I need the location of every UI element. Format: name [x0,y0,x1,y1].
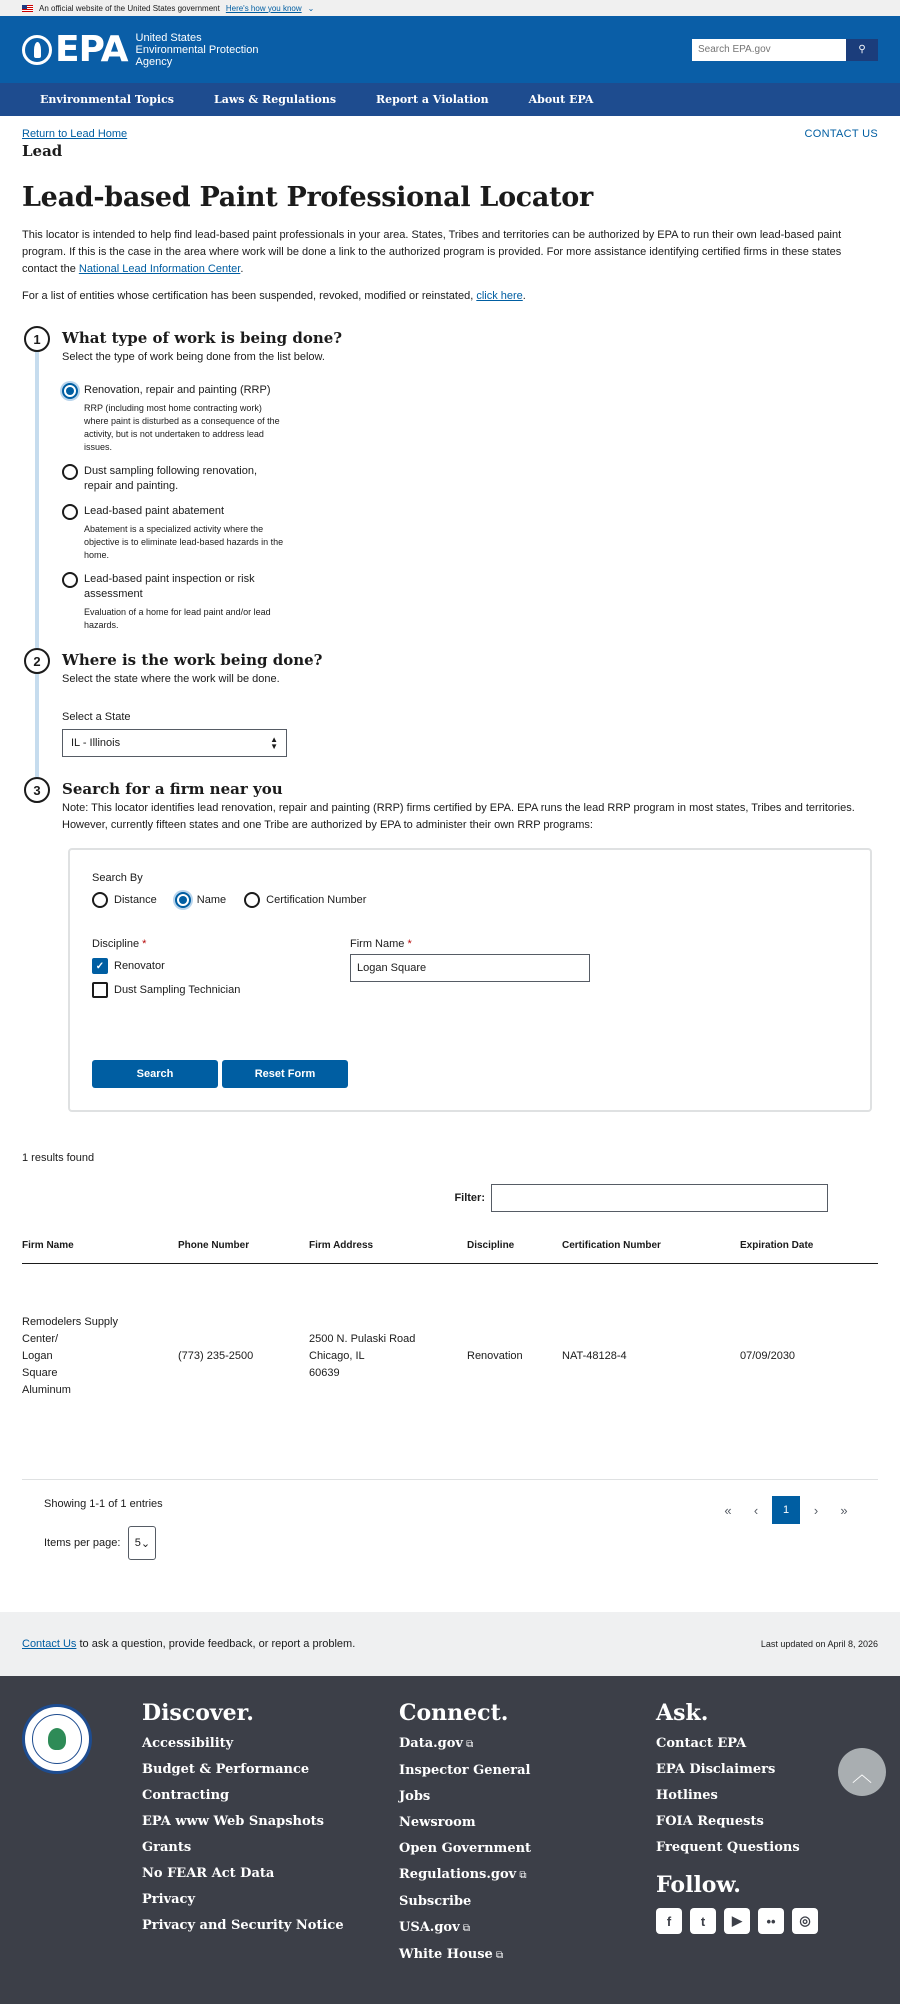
footer-link-newsroom[interactable]: Newsroom [399,1815,476,1830]
work-type-options [62,383,878,632]
next-page-icon[interactable]: › [813,1502,819,1518]
step-3-title: Search for a firm near you [62,780,283,798]
contact-bar [0,1612,900,1676]
site-footer [0,1676,900,2004]
epa-seal-icon [22,1704,92,1774]
footer-link-regulations[interactable]: Regulations.gov ⧉ [399,1867,531,1884]
footer-link-disclaimers[interactable]: EPA Disclaimers [656,1762,776,1777]
showing-text: Showing 1-1 of 1 entries [44,1498,163,1510]
footer-ask [656,1700,818,1934]
search-icon: ⚲ [858,44,866,55]
col-cert[interactable]: Certification Number [562,1232,740,1264]
select-arrows-icon: ▲ ▼ [270,735,278,751]
radio-abatement[interactable] [62,504,78,520]
step-3-note: Note: This locator identifies lead renovation, repair and painting (RRP) firms certified by EPA. EPA runs the lead RRP program in most states, Tribes and territories. However, currently fifteen states and one Tribe are authorized by EPA to administer their own RRP programs: [62,802,855,831]
option-inspection-desc: Evaluation of a home for lead paint and/or lead hazards. [84,607,271,630]
state-label: Select a State [62,711,131,723]
option-abatement-label: Lead-based paint abatement [84,505,225,517]
state-select-value: IL - Illinois [71,737,121,749]
footer-link-snapshots[interactable]: EPA www Web Snapshots [142,1814,324,1829]
cell-expiration: 07/09/2030 [740,1350,796,1362]
first-page-icon[interactable]: « [724,1502,732,1518]
step-2-title: Where is the work being done? [62,651,323,669]
last-page-icon[interactable]: » [840,1502,848,1518]
contact-us-link[interactable]: CONTACT US [804,128,878,140]
discipline-renovator[interactable]: ✓ Renovator [92,958,240,974]
instagram-icon[interactable]: ◎ [792,1908,818,1934]
footer-link-open-gov[interactable]: Open Government [399,1841,532,1856]
site-search [692,39,878,61]
pager [716,1496,856,1524]
social-links [656,1908,818,1934]
search-form-card [68,848,872,1112]
filter-label: Filter: [454,1192,485,1204]
search-by-label: Search By [92,872,143,884]
intro-text: This locator is intended to help find lead-based paint professionals in your area. States, Tribes and territories can be authorized by EPA to run their own lead-based paint program. If this is the case in the area where work will be done a link to the authorized program is provided. For more assistance identifying certified firms in these states contact the National Lead Information Center. [22,229,842,275]
radio-dust-sampling[interactable] [62,464,78,480]
footer-link-jobs[interactable]: Jobs [399,1789,431,1804]
search-by-options [92,892,848,908]
col-discipline[interactable]: Discipline [467,1232,562,1264]
footer-link-privacy-security[interactable]: Privacy and Security Notice [142,1918,344,1933]
option-dust-label: Dust sampling following renovation, repair and painting. [84,465,258,492]
footer-link-contracting[interactable]: Contracting [142,1788,230,1803]
option-inspection[interactable] [62,572,878,632]
contact-bar-text: Contact Us to ask a question, provide feedback, or report a problem. [22,1638,356,1650]
flickr-icon[interactable]: •• [758,1908,784,1934]
footer-link-subscribe[interactable]: Subscribe [399,1894,472,1909]
search-by-distance[interactable]: Distance [92,892,157,908]
contact-us-footer-link[interactable]: Contact Us [22,1638,77,1650]
prev-page-icon[interactable]: ‹ [753,1502,759,1518]
col-phone[interactable]: Phone Number [178,1232,309,1264]
us-flag-icon [22,5,33,12]
filter-input[interactable] [491,1184,828,1212]
nav-report-violation[interactable]: Report a Violation [376,93,489,106]
footer-link-faq[interactable]: Frequent Questions [656,1840,800,1855]
return-link[interactable]: Return to Lead Home [22,128,128,140]
chevron-down-icon[interactable]: ⌄ [307,3,315,13]
footer-link-usagov[interactable]: USA.gov ⧉ [399,1920,531,1937]
radio-inspection[interactable] [62,572,78,588]
discover-title: Discover. [142,1700,254,1726]
twitter-icon[interactable]: t [690,1908,716,1934]
option-abatement[interactable] [62,504,878,562]
option-rrp[interactable] [62,383,878,454]
footer-link-nofear[interactable]: No FEAR Act Data [142,1866,275,1881]
items-per-page-select[interactable]: 5 ⌄ [128,1526,156,1560]
discipline-label: Discipline * [92,938,147,950]
firm-name-input[interactable]: Logan Square [350,954,590,982]
back-to-top-button[interactable] [838,1748,886,1796]
cell-phone: (773) 235-2500 [178,1350,254,1362]
nlic-link[interactable]: National Lead Information Center [78,263,241,275]
facebook-icon[interactable]: f [656,1908,682,1934]
agency-name: United States Environmental Protection Agency [135,31,259,68]
option-dust-sampling[interactable] [62,464,878,494]
step-3 [22,777,878,1112]
gov-banner-text: An official website of the United States government [39,3,220,13]
footer-link-foia[interactable]: FOIA Requests [656,1814,764,1829]
radio-rrp[interactable] [62,383,78,399]
footer-link-datagov[interactable]: Data.gov ⧉ [399,1736,531,1753]
firm-name-label: Firm Name * [350,938,412,950]
results-count: 1 results found [22,1152,95,1164]
discipline-group [92,938,240,998]
step-2-sub: Select the state where the work will be done. [62,673,280,685]
col-expiration[interactable]: Expiration Date [740,1232,878,1264]
cell-firm-name: Remodelers Supply Center/ Logan Square Aluminum [22,1316,118,1396]
step-2 [22,648,878,757]
search-button-form[interactable]: Search [92,1060,218,1088]
suspended-text: For a list of entities whose certification has been suspended, revoked, modified or reinstated, click here. [22,290,526,302]
footer-link-grants[interactable]: Grants [142,1840,192,1855]
steps [22,326,878,1112]
firm-name-group [350,938,590,982]
step-1 [22,326,878,632]
col-firm-name[interactable]: Firm Name [22,1232,178,1264]
cell-address: 2500 N. Pulaski Road Chicago, IL 60639 [309,1333,416,1379]
state-select[interactable] [62,729,287,757]
logo-mark: EPA [55,29,128,70]
reset-form-button[interactable]: Reset Form [222,1060,348,1088]
search-button[interactable] [846,39,878,61]
pagination-area [22,1479,878,1589]
nav-laws-regulations[interactable]: Laws & Regulations [213,93,337,106]
gov-banner [0,0,900,16]
youtube-icon[interactable]: ▶ [724,1908,750,1934]
option-rrp-desc: RRP (including most home contracting work) where paint is disturbed as a consequence of the activity, but is not undertaken to address lead issues. [84,403,280,452]
page-title: Lead-based Paint Professional Locator [22,182,593,213]
footer-link-privacy[interactable]: Privacy [142,1892,196,1907]
footer-link-ig[interactable]: Inspector General [399,1763,531,1778]
last-updated: Last updated on April 8, 2026 [760,1639,878,1649]
step-3-number: 3 [24,777,50,803]
step-1-title: What type of work is being done? [62,329,343,347]
col-address[interactable]: Firm Address [309,1232,467,1264]
filter-row [22,1184,878,1212]
footer-link-contact-epa[interactable]: Contact EPA [656,1736,747,1751]
cell-cert: NAT-48128-4 [562,1350,627,1362]
option-rrp-label: Renovation, repair and painting (RRP) [84,384,271,396]
site-header [0,16,900,83]
option-abatement-desc: Abatement is a specialized activity where the objective is to eliminate lead-based hazards in the home. [84,524,284,560]
search-by-cert-number[interactable]: Certification Number [244,892,366,908]
search-input[interactable] [692,39,846,61]
footer-link-accessibility[interactable]: Accessibility [142,1736,234,1751]
search-by-name[interactable]: Name [175,892,226,908]
step-1-number: 1 [24,326,50,352]
results-table [22,1232,878,1449]
section-title: Lead [22,142,63,160]
checkbox-renovator[interactable]: ✓ [92,958,108,974]
nav-environmental-topics[interactable]: Environmental Topics [40,93,174,106]
checkbox-dust-sampling[interactable] [92,982,108,998]
items-per-page-label: Items per page: [44,1537,121,1549]
footer-link-budget[interactable]: Budget & Performance [142,1762,310,1777]
items-per-page [44,1526,856,1560]
nav-about-epa[interactable]: About EPA [528,93,594,106]
footer-link-hotlines[interactable]: Hotlines [656,1788,718,1803]
table-row [22,1264,878,1450]
follow-title: Follow. [656,1872,741,1898]
gov-banner-link[interactable]: Here's how you know [225,3,302,13]
footer-connect [399,1700,531,1974]
ask-title: Ask. [656,1700,709,1726]
click-here-link[interactable]: click here [476,290,523,302]
epa-logo[interactable] [22,29,258,70]
main-nav [0,83,900,116]
chevron-up-icon: ︿ [852,1763,872,1786]
discipline-dust-sampling[interactable]: Dust Sampling Technician [92,982,240,998]
step-1-sub: Select the type of work being done from the list below. [62,351,325,363]
connect-title: Connect. [399,1700,509,1726]
option-inspection-label: Lead-based paint inspection or risk assessment [84,573,255,600]
step-2-number: 2 [24,648,50,674]
epa-flower-icon [22,35,52,65]
footer-link-whitehouse[interactable]: White House ⧉ [399,1947,531,1964]
footer-discover [142,1700,344,1944]
cell-discipline: Renovation [467,1350,523,1362]
page-current[interactable]: 1 [772,1496,800,1524]
